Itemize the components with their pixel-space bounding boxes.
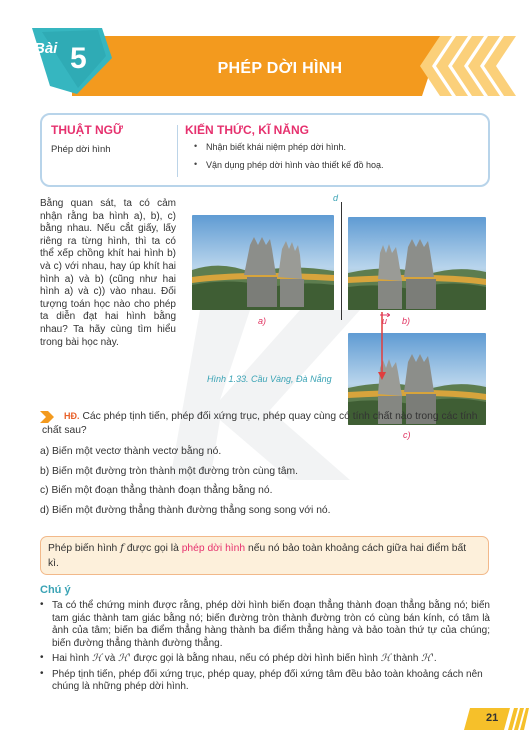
lesson-word: Bài	[34, 40, 58, 57]
skills-heading: KIẾN THỨC, KĨ NĂNG	[185, 123, 309, 137]
skills-list	[192, 142, 482, 178]
photo-a	[192, 215, 334, 310]
terms-heading: THUẬT NGỮ	[51, 123, 123, 137]
figure-caption: Hình 1.33. Cầu Vàng, Đà Nẵng	[207, 374, 332, 384]
vector-label: u	[382, 316, 388, 326]
def-key-term: phép dời hình	[181, 543, 246, 554]
def-middle: được gọi là	[123, 543, 182, 554]
intro-paragraph: Bằng quan sát, ta có cảm nhận rằng ba hình a), b), c) bằng nhau. Nếu cắt giấy, lấy riêng ra từng hình, thì ta có thể xếp chồng khít hai hình b) và c) với nhau, hay úp khít hai hình a) và b) (cũng như hai hình a) và c)) vào nhau. Đối tượng toán học nào cho phép ta diễn đạt hai hình bằng nhau? Ta hãy cùng tìm hiểu trong bài học này.	[40, 198, 176, 348]
note-item: • Ta có thể chứng minh được rằng, phép dời hình biến đoạn thẳng thành đoạn thẳng bằng nó; biến tam giác thành tam giác bằng nó; biến đường tròn thành đường tròn có cùng bán kính, có tâm là ảnh của tâm; biến ba điểm thẳng hàng thành ba điểm thẳng hàng và bảo toàn thứ tự của chúng; biến đường thẳng thành đường thẳng.	[40, 600, 490, 650]
axis-label: d	[333, 193, 339, 203]
symmetry-axis-d	[341, 202, 342, 320]
terms-skills-box	[40, 113, 490, 187]
def-before: Phép biến hình	[48, 543, 121, 554]
activity-question-text: Các phép tịnh tiến, phép đối xứng trục, phép quay cùng có tính chất nào trong các tính chất sau?	[42, 411, 478, 436]
lesson-title: PHÉP DỜI HÌNH	[217, 60, 343, 77]
option-c: c) Biến một đoạn thẳng thành đoạn thẳng bằng nó.	[40, 485, 273, 496]
photo-b	[348, 217, 486, 310]
label-b: b)	[402, 316, 411, 326]
note-list	[40, 600, 490, 697]
definition-text	[48, 541, 478, 571]
note-heading: Chú ý	[40, 584, 71, 596]
label-a: a)	[258, 316, 267, 326]
def-after: nếu nó bảo toàn khoảng cách giữa hai điểm bất kì.	[48, 543, 467, 569]
skill-item: • Vận dụng phép dời hình vào thiết kế đồ hoạ.	[192, 160, 482, 170]
option-b: b) Biến một đường tròn thành một đường tròn cùng tâm.	[40, 466, 298, 477]
option-a: a) Biến một vectơ thành vectơ bằng nó.	[40, 446, 222, 457]
box-divider	[177, 125, 178, 177]
lesson-number: 5	[70, 42, 87, 75]
page-number: 21	[486, 712, 499, 724]
note-item: • Hai hình ℋ và ℋ' được gọi là bằng nhau, nếu có phép dời hình biến hình ℋ thành ℋ'.	[40, 653, 490, 666]
skill-item: • Nhận biết khái niệm phép dời hình.	[192, 142, 482, 152]
def-f: f	[120, 542, 124, 554]
activity-question	[42, 409, 486, 438]
note-item: • Phép tịnh tiến, phép đối xứng trục, phép quay, phép đối xứng tâm đều bảo toàn khoảng cách nên chúng là những phép dời hình.	[40, 669, 490, 694]
option-d: d) Biến một đường thẳng thành đường thẳng song song với nó.	[40, 505, 331, 516]
term-item: Phép dời hình	[51, 144, 111, 155]
activity-label: HĐ.	[64, 411, 80, 421]
label-c: c)	[403, 430, 411, 440]
